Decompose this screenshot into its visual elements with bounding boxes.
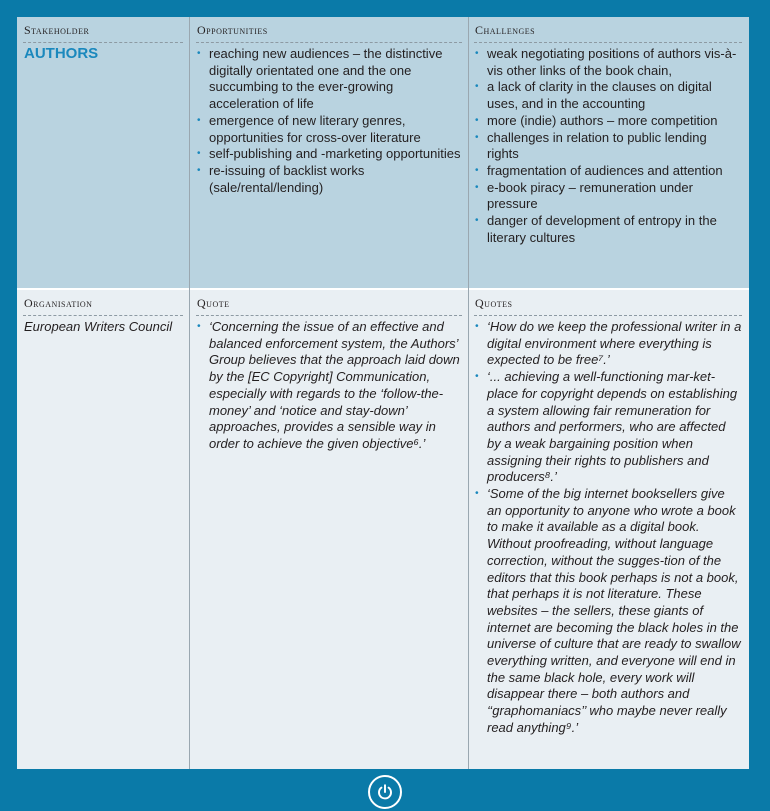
header-divider	[23, 315, 183, 316]
row-separator	[17, 288, 749, 290]
quote-item: • ‘Some of the big internet booksellers give an opportunity to anyone who wrote a book to make it available as a digital book. Without proofreading, without language correction, without the sugges-tion of the editors that this book perhaps is not a book, that perhaps it is not literature. These websites – the sellers, these giants of internet are becoming the black holes in the universe of culture that are ready to swallow everything written, and everyone will end in the same black hole, every work will disappear there – both authors and ‘‘graphomaniacs’’ who maybe never really read anything⁹.’	[474, 486, 742, 737]
power-icon	[376, 783, 394, 801]
challenge-item: • danger of development of entropy in the literary cultures	[474, 213, 742, 246]
header-divider	[474, 315, 742, 316]
header-organisation: Organisation	[24, 296, 93, 310]
stakeholder-authors: AUTHORS	[24, 45, 99, 62]
challenge-item: • fragmentation of audiences and attention	[474, 163, 742, 180]
quote-item: • ‘How do we keep the professional writer in a digital environment where everything is expected to be free⁷.’	[474, 319, 742, 369]
power-button[interactable]	[368, 775, 402, 809]
header-quotes: Quotes	[475, 296, 513, 310]
header-divider	[474, 42, 742, 43]
quote-item: • ‘Concerning the issue of an effective and balanced enforcement system, the Authors’ Group believes that the approach laid down by the [EC Copyright] Communication, especially with regards to the ‘follow-the-money’ and ‘notice and stay-down’ approaches, provides a sensible way in order to achieve the given objective⁶.’	[196, 319, 463, 453]
column-divider	[189, 17, 190, 769]
quote-list	[196, 319, 463, 453]
challenge-item: • challenges in relation to public lending rights	[474, 130, 742, 163]
header-divider	[23, 42, 183, 43]
challenge-item: • e-book piracy – remuneration under pressure	[474, 180, 742, 213]
header-divider	[196, 315, 462, 316]
challenge-item: • a lack of clarity in the clauses on digital uses, and in the accounting	[474, 79, 742, 112]
header-opportunities: Opportunities	[197, 23, 268, 37]
opportunity-item: • reaching new audiences – the distinctive digitally orientated one and the one succumbing to the ever-growing acceleration of life	[196, 46, 463, 113]
header-divider	[196, 42, 462, 43]
stakeholder-table	[17, 17, 749, 769]
organisation-name: European Writers Council	[24, 319, 173, 334]
quote-item: • ‘... achieving a well-functioning mar-ket-place for copyright depends on establishing a system allowing fair remuneration for authors and performers, who are affected by a weak bargaining position when assigning their rights to publishers and producers⁸.’	[474, 369, 742, 486]
challenge-item: • more (indie) authors – more competition	[474, 113, 742, 130]
header-stakeholder: Stakeholder	[24, 23, 90, 37]
challenge-item: • weak negotiating positions of authors vis-à-vis other links of the book chain,	[474, 46, 742, 79]
quotes-list	[474, 319, 742, 737]
header-challenges: Challenges	[475, 23, 536, 37]
opportunities-list	[196, 46, 463, 196]
opportunity-item: • emergence of new literary genres, opportunities for cross-over literature	[196, 113, 463, 146]
opportunity-item: • re-issuing of backlist works (sale/rental/lending)	[196, 163, 463, 196]
header-quote: Quote	[197, 296, 230, 310]
challenges-list	[474, 46, 742, 246]
column-divider	[468, 17, 469, 769]
opportunity-item: • self-publishing and -marketing opportunities	[196, 146, 463, 163]
